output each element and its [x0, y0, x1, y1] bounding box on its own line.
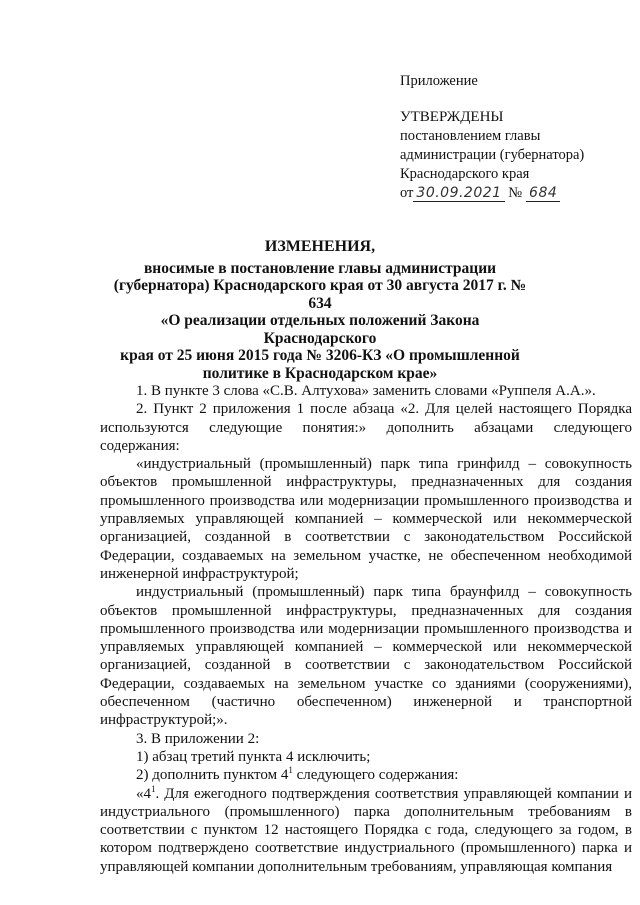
paragraph-7-text-a: 2) дополнить пунктом 4 [136, 767, 289, 784]
paragraph-7-superscript: 1 [288, 765, 293, 776]
approval-date-line [400, 184, 584, 203]
paragraph-8 [100, 785, 632, 876]
heading-title: ИЗМЕНЕНИЯ, [264, 238, 376, 255]
approval-line-1: постановлением главы [400, 128, 541, 144]
paragraph-1: 1. В пункте 3 слова «С.В. Алтухова» заменить словами «Руппеля А.А.». [136, 383, 596, 399]
paragraph-5: 3. В приложении 2: [136, 730, 260, 747]
paragraph-6: 1) абзац третий пункта 4 исключить; [136, 748, 371, 765]
heading-line-3: «О реализации отдельных положений Закона Краснодарского [160, 312, 480, 347]
approval-date: 30.09.2021 [413, 185, 504, 202]
document-heading [110, 238, 530, 382]
heading-line-1: вносимые в постановление главы администрации [143, 259, 497, 277]
paragraph-8-superscript: 1 [151, 783, 156, 794]
number-prefix: № [508, 185, 523, 201]
paragraph-8-text-b: . Для ежегодного подтверждения соответствия управляющей компании и индустриального (промышленного) парка дополнительным требованиям в соответствии с пунктом 12 настоящего Порядка с года, следующего за годом, в котором подтверждено соответствие индустриального (промышленного) парка и управляющей компании дополнительным требованиям, управляющая компания [100, 785, 632, 875]
from-prefix: от [400, 185, 414, 201]
heading-line-4: края от 25 июня 2015 года № 3206-КЗ «О промышленной [120, 347, 520, 364]
paragraph-7 [100, 766, 632, 784]
paragraph-7-text-b: следующего содержания: [292, 767, 459, 784]
approval-number: 684 [526, 185, 560, 202]
approval-line-3: Краснодарского края [400, 166, 530, 182]
appendix-label: Приложение [400, 73, 478, 89]
paragraph-2: 2. Пункт 2 приложения 1 после абзаца «2. Для целей настоящего Порядка используются следующие понятия:» дополнить абзацами следующего содержания: [100, 401, 632, 454]
heading-line-2: (губернатора) Краснодарского края от 30 августа 2017 г. № 634 [113, 277, 527, 312]
approval-line-2: администрации (губернатора) [400, 147, 585, 163]
heading-line-5: политике в Краснодарском крае» [202, 364, 438, 382]
approved-title: УТВЕРЖДЕНЫ [400, 109, 504, 125]
paragraph-4: индустриальный (промышленный) парк типа браунфилд – совокупность объектов промышленной инфраструктуры, предназначенных для создания промышленного производства или модернизации промышленного производства и управляемых управляющей компанией – коммерческой или некоммерческой организацией, созданной в соответствии с законодательством Российской Федерации, создаваемых на земельном участке со зданиями (сооружениями), обеспеченном (частично обеспеченном) инженерной и транспортной инфраструктурой;». [100, 584, 632, 729]
paragraph-3: «индустриальный (промышленный) парк типа гринфилд – совокупность объектов промышленной инфраструктуры, предназначенных для создания промышленного производства или модернизации промышленного производства и управляемых управляющей компанией – коммерческой или некоммерческой организацией, созданной в соответствии с законодательством Российской Федерации, создаваемых на земельном участке, не обеспеченном необходимой инженерной инфраструктурой; [100, 456, 632, 582]
approval-block [400, 72, 584, 203]
paragraph-8-text-a: «4 [136, 785, 151, 802]
document-body [100, 382, 632, 876]
